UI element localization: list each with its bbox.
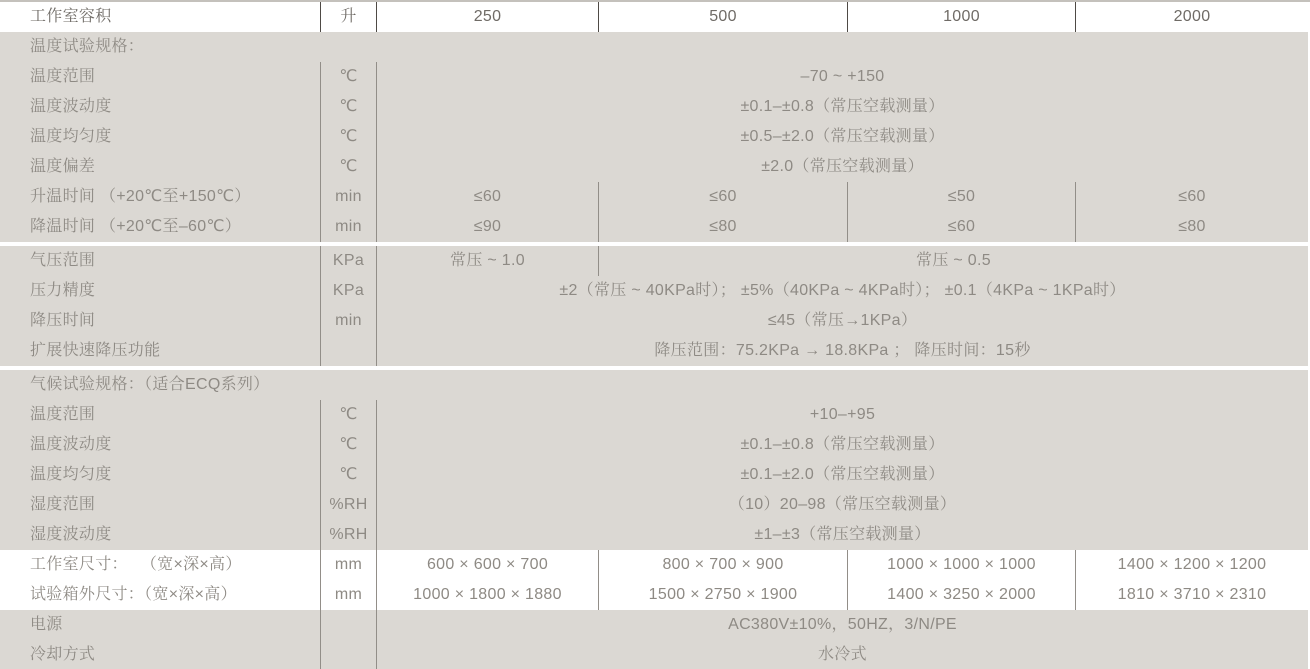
row-value-rest: 常压 ~ 0.5 bbox=[598, 246, 1308, 276]
spec-row bbox=[0, 640, 1308, 669]
row-label: 气压范围 bbox=[30, 252, 96, 269]
header-volume-2000: 2000 bbox=[1075, 2, 1308, 32]
row-value: ±0.1–±0.8（常压空载测量） bbox=[740, 436, 945, 453]
row-value: 1400 × 1200 × 1200 bbox=[1075, 550, 1308, 580]
spec-row bbox=[0, 490, 1308, 520]
row-value: ±0.1–±2.0（常压空载测量） bbox=[740, 466, 945, 483]
row-value: ≤45（常压→1KPa） bbox=[767, 312, 918, 329]
row-unit: ℃ bbox=[320, 122, 377, 152]
row-unit bbox=[320, 640, 377, 669]
spec-row bbox=[0, 550, 1308, 580]
section-power-cooling bbox=[0, 610, 1308, 669]
spec-row bbox=[0, 246, 1308, 276]
row-unit: min bbox=[320, 212, 377, 242]
row-value: 水冷式 bbox=[818, 646, 867, 663]
spec-row bbox=[0, 520, 1308, 550]
row-value: ±2（常压 ~ 40KPa时）； ±5%（40KPa ~ 4KPa时）； ±0.1（4KPa ~ 1KPa时） bbox=[559, 282, 1126, 299]
row-unit: KPa bbox=[320, 246, 377, 276]
row-label: 电源 bbox=[30, 616, 63, 633]
row-value: 1000 × 1800 × 1880 bbox=[413, 586, 562, 603]
section-temperature-test-specs bbox=[0, 32, 1308, 242]
row-unit: min bbox=[320, 182, 377, 212]
row-label: 工作室尺寸： （宽×深×高） bbox=[30, 556, 242, 573]
row-value: +10–+95 bbox=[809, 406, 876, 423]
row-value: ≤60 bbox=[473, 188, 502, 205]
row-label: 压力精度 bbox=[30, 282, 96, 299]
spec-sections bbox=[0, 32, 1308, 669]
row-label: 降温时间 （+20℃至–60℃） bbox=[30, 218, 242, 235]
row-unit: ℃ bbox=[320, 460, 377, 490]
row-unit: mm bbox=[320, 580, 377, 610]
section-title-row bbox=[0, 370, 1308, 400]
row-value: –70 ~ +150 bbox=[800, 68, 885, 85]
section-climate-test-specs bbox=[0, 370, 1308, 550]
row-label: 升温时间 （+20℃至+150℃） bbox=[30, 188, 251, 205]
row-value: ≤60 bbox=[847, 212, 1075, 242]
row-value: ≤60 bbox=[1075, 182, 1308, 212]
row-unit: ℃ bbox=[320, 62, 377, 92]
row-unit: %RH bbox=[320, 520, 377, 550]
row-label: 试验箱外尺寸：（宽×深×高） bbox=[30, 586, 237, 603]
section-title: 温度试验规格： bbox=[30, 38, 145, 55]
row-label: 湿度波动度 bbox=[30, 526, 112, 543]
row-label: 温度偏差 bbox=[30, 158, 96, 175]
section-title: 气候试验规格：（适合ECQ系列） bbox=[30, 376, 270, 393]
spec-row bbox=[0, 122, 1308, 152]
spec-row bbox=[0, 400, 1308, 430]
spec-row bbox=[0, 62, 1308, 92]
row-value: 600 × 600 × 700 bbox=[426, 556, 549, 573]
section-pressure-specs bbox=[0, 246, 1308, 366]
row-value: ±0.1–±0.8（常压空载测量） bbox=[740, 98, 945, 115]
row-value: 降压范围：75.2KPa → 18.8KPa ； 降压时间：15秒 bbox=[654, 342, 1031, 359]
spec-row bbox=[0, 610, 1308, 640]
row-value: ≤60 bbox=[598, 182, 847, 212]
row-unit: KPa bbox=[320, 276, 377, 306]
row-value: 1000 × 1000 × 1000 bbox=[847, 550, 1075, 580]
spec-row bbox=[0, 306, 1308, 336]
row-value: ≤80 bbox=[598, 212, 847, 242]
row-label: 温度均匀度 bbox=[30, 128, 112, 145]
row-label: 温度范围 bbox=[30, 406, 96, 423]
row-value: ≤90 bbox=[473, 218, 502, 235]
row-value-first: 常压 ~ 1.0 bbox=[450, 252, 525, 269]
row-label: 降压时间 bbox=[30, 312, 96, 329]
spec-row bbox=[0, 580, 1308, 610]
row-value: AC380V±10%，50HZ，3/N/PE bbox=[728, 616, 957, 633]
row-value: ≤80 bbox=[1075, 212, 1308, 242]
row-value: 1500 × 2750 × 1900 bbox=[598, 580, 847, 610]
row-unit: %RH bbox=[320, 490, 377, 520]
row-value: 1400 × 3250 × 2000 bbox=[847, 580, 1075, 610]
row-value: 1810 × 3710 × 2310 bbox=[1075, 580, 1308, 610]
row-label: 湿度范围 bbox=[30, 496, 96, 513]
spec-row bbox=[0, 152, 1308, 182]
section-dimensions bbox=[0, 550, 1308, 610]
row-unit: ℃ bbox=[320, 400, 377, 430]
header-label: 工作室容积 bbox=[30, 8, 112, 25]
row-label: 扩展快速降压功能 bbox=[30, 342, 161, 359]
spec-row bbox=[0, 92, 1308, 122]
row-label: 温度波动度 bbox=[30, 98, 112, 115]
spec-row bbox=[0, 212, 1308, 242]
row-value: （10）20–98（常压空载测量） bbox=[728, 496, 957, 513]
spec-row bbox=[0, 460, 1308, 490]
row-label: 温度波动度 bbox=[30, 436, 112, 453]
row-value: ±1–±3（常压空载测量） bbox=[754, 526, 931, 543]
spec-row bbox=[0, 276, 1308, 306]
row-value: ≤50 bbox=[847, 182, 1075, 212]
row-unit: min bbox=[320, 306, 377, 336]
row-value: 800 × 700 × 900 bbox=[598, 550, 847, 580]
spec-row bbox=[0, 336, 1308, 366]
row-value: ±2.0（常压空载测量） bbox=[761, 158, 924, 175]
row-unit: ℃ bbox=[320, 92, 377, 122]
row-unit: ℃ bbox=[320, 430, 377, 460]
section-title-row bbox=[0, 32, 1308, 62]
header-row bbox=[0, 2, 1308, 32]
row-label: 温度均匀度 bbox=[30, 466, 112, 483]
row-value: ±0.5–±2.0（常压空载测量） bbox=[740, 128, 945, 145]
row-label: 冷却方式 bbox=[30, 646, 96, 663]
header-volume-1000: 1000 bbox=[847, 2, 1075, 32]
header-volume-500: 500 bbox=[598, 2, 847, 32]
row-unit: ℃ bbox=[320, 152, 377, 182]
row-unit: mm bbox=[320, 550, 377, 580]
row-unit bbox=[320, 610, 377, 640]
spec-table-body bbox=[0, 2, 1308, 669]
header-unit: 升 bbox=[320, 2, 377, 32]
header-volume-250: 250 bbox=[473, 8, 502, 25]
spec-row bbox=[0, 430, 1308, 460]
row-label: 温度范围 bbox=[30, 68, 96, 85]
row-unit bbox=[320, 336, 377, 366]
spec-row bbox=[0, 182, 1308, 212]
